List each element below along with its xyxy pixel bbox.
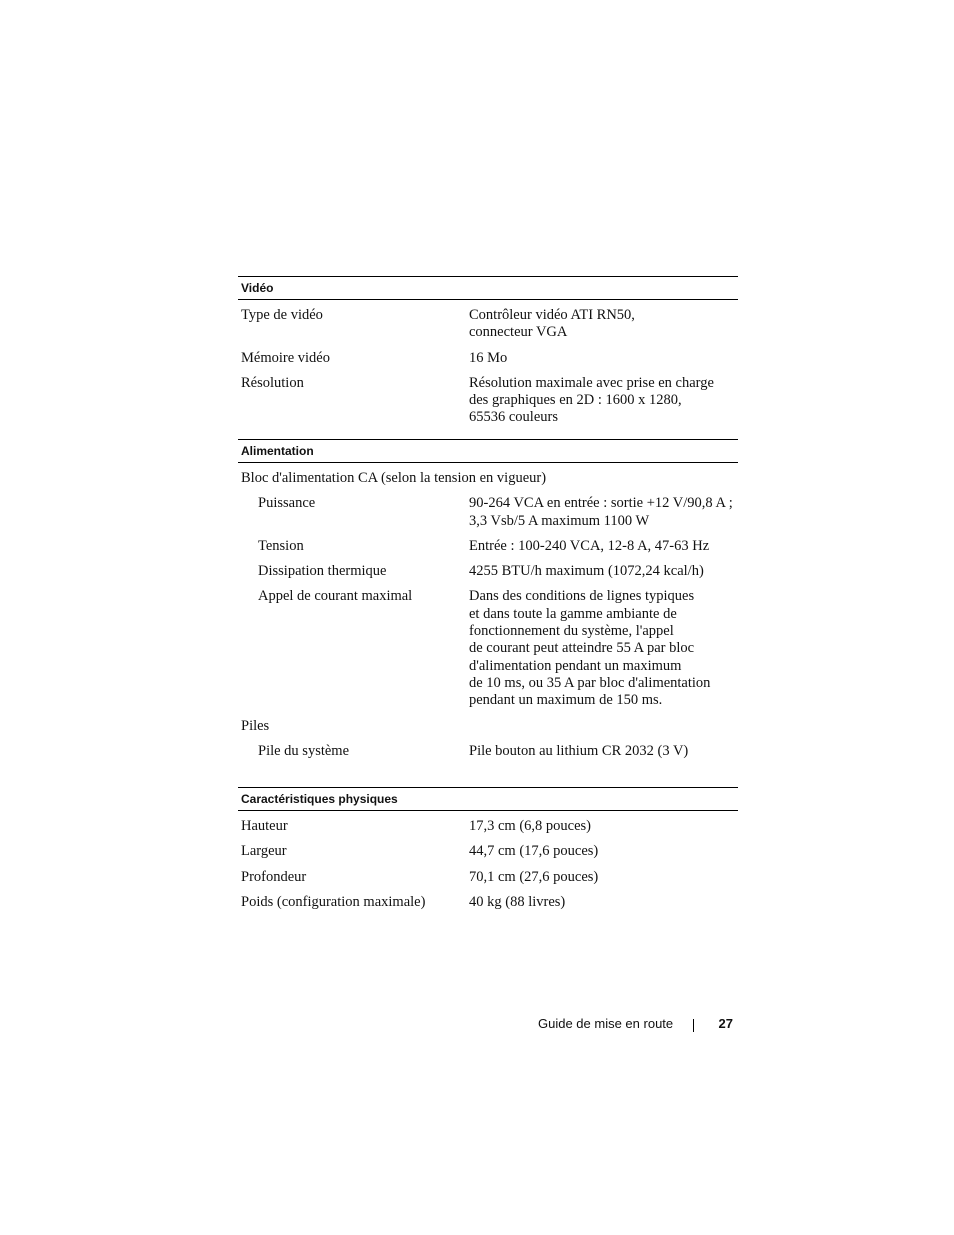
spec-value-line: Entrée : 100-240 VCA, 12-8 A, 47-63 Hz bbox=[469, 537, 710, 554]
spec-label: Largeur bbox=[241, 843, 287, 860]
spec-label: Résolution bbox=[241, 374, 304, 391]
spec-value-line: fonctionnement du système, l'appel bbox=[469, 623, 674, 640]
spec-value-line: d'alimentation pendant un maximum bbox=[469, 657, 682, 674]
spec-row bbox=[238, 892, 738, 917]
spec-value-line: 3,3 Vsb/5 A maximum 1100 W bbox=[469, 512, 650, 529]
spec-value-line: des graphiques en 2D : 1600 x 1280, bbox=[469, 392, 682, 409]
spec-label: Type de vidéo bbox=[241, 307, 323, 323]
section-title-video: Vidéo bbox=[238, 276, 738, 300]
footer-separator bbox=[693, 1019, 694, 1032]
spec-row bbox=[238, 816, 738, 841]
page-footer bbox=[538, 1015, 738, 1035]
spec-row bbox=[238, 373, 738, 433]
spec-value bbox=[469, 563, 738, 580]
spec-label: Puissance bbox=[258, 495, 316, 512]
spec-value-line: et dans toute la gamme ambiante de bbox=[469, 605, 677, 622]
spec-value-line: Pile bouton au lithium CR 2032 (3 V) bbox=[469, 742, 689, 759]
spec-value-line: 4255 BTU/h maximum (1072,24 kcal/h) bbox=[469, 563, 704, 580]
section-video bbox=[238, 276, 738, 433]
section-physical bbox=[238, 787, 738, 917]
spec-value bbox=[469, 375, 738, 427]
spec-value bbox=[469, 538, 738, 555]
spec-value-line: 44,7 cm (17,6 pouces) bbox=[469, 843, 599, 860]
spec-value-line: 65536 couleurs bbox=[469, 409, 558, 426]
batteries-subheading: Piles bbox=[241, 717, 270, 734]
spec-value-line: 70,1 cm (27,6 pouces) bbox=[469, 868, 599, 885]
spec-value bbox=[469, 307, 738, 342]
spec-value bbox=[469, 869, 738, 886]
spec-value-line: 17,3 cm (6,8 pouces) bbox=[469, 818, 592, 834]
spec-value bbox=[469, 743, 738, 760]
spec-value-line: 40 kg (88 livres) bbox=[469, 893, 566, 910]
spec-value-line: connecteur VGA bbox=[469, 324, 568, 341]
spec-value-line: pendant un maximum de 150 ms. bbox=[469, 692, 663, 709]
spec-row bbox=[238, 536, 738, 561]
spec-label: Profondeur bbox=[241, 868, 307, 885]
spec-value-line: Contrôleur vidéo ATI RN50, bbox=[469, 307, 635, 323]
spec-value bbox=[469, 588, 738, 709]
spec-value bbox=[469, 843, 738, 860]
section-power bbox=[238, 439, 738, 766]
page-number: 27 bbox=[718, 1016, 733, 1031]
spec-value-line: 16 Mo bbox=[469, 349, 508, 366]
spec-value bbox=[469, 350, 738, 367]
spec-row bbox=[238, 867, 738, 892]
spec-row bbox=[238, 493, 738, 536]
spec-row bbox=[238, 348, 738, 373]
spec-label: Tension bbox=[258, 537, 304, 554]
power-supply-subheading: Bloc d'alimentation CA (selon la tension en vigueur) bbox=[241, 470, 547, 486]
spec-row bbox=[238, 586, 738, 715]
spec-value bbox=[469, 894, 738, 911]
spec-label: Pile du système bbox=[258, 742, 350, 759]
spec-label: Dissipation thermique bbox=[258, 563, 387, 580]
spec-row bbox=[238, 561, 738, 586]
spec-value bbox=[469, 495, 738, 530]
spec-label: Appel de courant maximal bbox=[258, 588, 413, 605]
spec-value-line: de 10 ms, ou 35 A par bloc d'alimentation bbox=[469, 674, 711, 691]
spec-value-line: de courant peut atteindre 55 A par bloc bbox=[469, 640, 695, 657]
spec-row bbox=[238, 841, 738, 866]
spec-value-line: 90-264 VCA en entrée : sortie +12 V/90,8 A ; bbox=[469, 495, 733, 512]
footer-title: Guide de mise en route bbox=[538, 1016, 674, 1031]
spec-row bbox=[238, 305, 738, 348]
spec-value bbox=[469, 818, 738, 835]
spec-value-line: Dans des conditions de lignes typiques bbox=[469, 588, 695, 605]
spec-label: Mémoire vidéo bbox=[241, 349, 330, 366]
spec-label: Hauteur bbox=[241, 818, 288, 834]
spec-value-line: Résolution maximale avec prise en charge bbox=[469, 374, 714, 391]
spec-label: Poids (configuration maximale) bbox=[241, 893, 426, 910]
section-title-physical: Caractéristiques physiques bbox=[238, 787, 738, 811]
section-title-power: Alimentation bbox=[238, 439, 738, 463]
spec-row bbox=[238, 741, 738, 766]
